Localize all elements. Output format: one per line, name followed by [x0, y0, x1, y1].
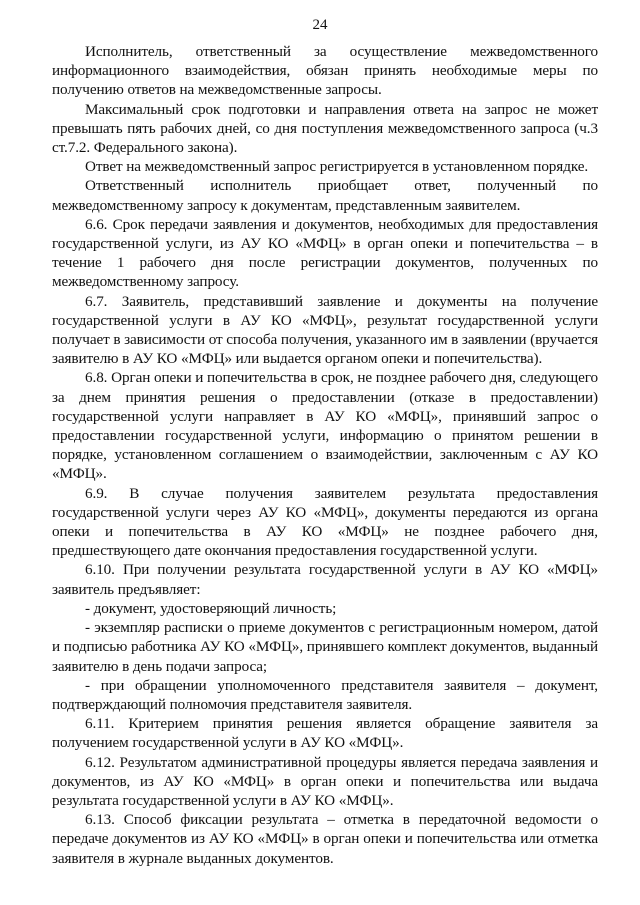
clause-6-11: 6.11. Критерием принятия решения является обращение заявителя за получением государственной услуги в АУ КО «МФЦ».: [52, 715, 598, 752]
page-number: 24: [312, 17, 328, 33]
list-item-receipt-copy: - экземпляр расписки о приеме документов с регистрационным номером, датой и подписью работника АУ КО «МФЦ», принявшего комплект документов, выданный заявителю в день подачи запроса;: [52, 619, 598, 675]
paragraph-response-deadline: Максимальный срок подготовки и направления ответа на запрос не может превышать пять рабочих дней, со дня поступления межведомственного запроса (ч.3 ст.7.2. Федерального закона).: [52, 100, 598, 157]
clause-6-7: 6.7. Заявитель, представивший заявление и документы на получение государственной услуги в АУ КО «МФЦ», результат государственной услуги получает в зависимости от способа получения, указанного им в заявлении (вручается заявителю в АУ КО «МФЦ» или выдается органом опеки и попечительства).: [52, 292, 598, 368]
clause-6-9: 6.9. В случае получения заявителем результата предоставления государственной услуги через АУ КО «МФЦ», документы передаются из органа опеки и попечительства в АУ КО «МФЦ» не позднее рабочего дня, предшествующего дате окончания предоставления государственной услуги.: [52, 484, 598, 560]
clause-6-13: 6.13. Способ фиксации результата – отметка в передаточной ведомости о передаче документов из АУ КО «МФЦ» в орган опеки и попечительства или отметка заявителя в журнале выданных документов.: [52, 811, 598, 867]
paragraph-response-attachment: Ответственный исполнитель приобщает ответ, полученный по межведомственному запросу к документам, представленным заявителем.: [52, 177, 598, 214]
list-item-representative-authority: - при обращении уполномоченного представителя заявителя – документ, подтверждающий полномочия представителя заявителя.: [52, 676, 598, 713]
document-body: [52, 42, 598, 868]
paragraph-response-registration: Ответ на межведомственный запрос регистрируется в установленном порядке.: [85, 158, 589, 176]
clause-6-12: 6.12. Результатом административной процедуры является передача заявления и документов, из АУ КО «МФЦ» в орган опеки и попечительства или выдача результата государственной услуги в АУ КО «МФЦ».: [52, 753, 598, 809]
clause-6-8: 6.8. Орган опеки и попечительства в срок, не позднее рабочего дня, следующего за днем принятия решения о предоставлении (отказе в предоставлении) государственной услуги направляет в АУ КО «МФЦ», принявший запрос о предоставлении государственной услуги, информацию о принятом решении в порядке, установленном соглашением о взаимодействии, заключенным с АУ КО «МФЦ».: [52, 369, 598, 483]
list-item-identity-document: - документ, удостоверяющий личность;: [85, 599, 337, 617]
clause-6-10: 6.10. При получении результата государственной услуги в АУ КО «МФЦ» заявитель предъявляет:: [52, 561, 598, 598]
clause-6-6: 6.6. Срок передачи заявления и документов, необходимых для предоставления государственной услуги, из АУ КО «МФЦ» в орган опеки и попечительства – в течение 1 рабочего дня после регистрации документов, полученных по межведомственному запросу.: [52, 215, 598, 291]
paragraph-executor-duty: Исполнитель, ответственный за осуществление межведомственного информационного взаимодействия, обязан принять необходимые меры по получению ответов на межведомственные запросы.: [52, 43, 598, 99]
